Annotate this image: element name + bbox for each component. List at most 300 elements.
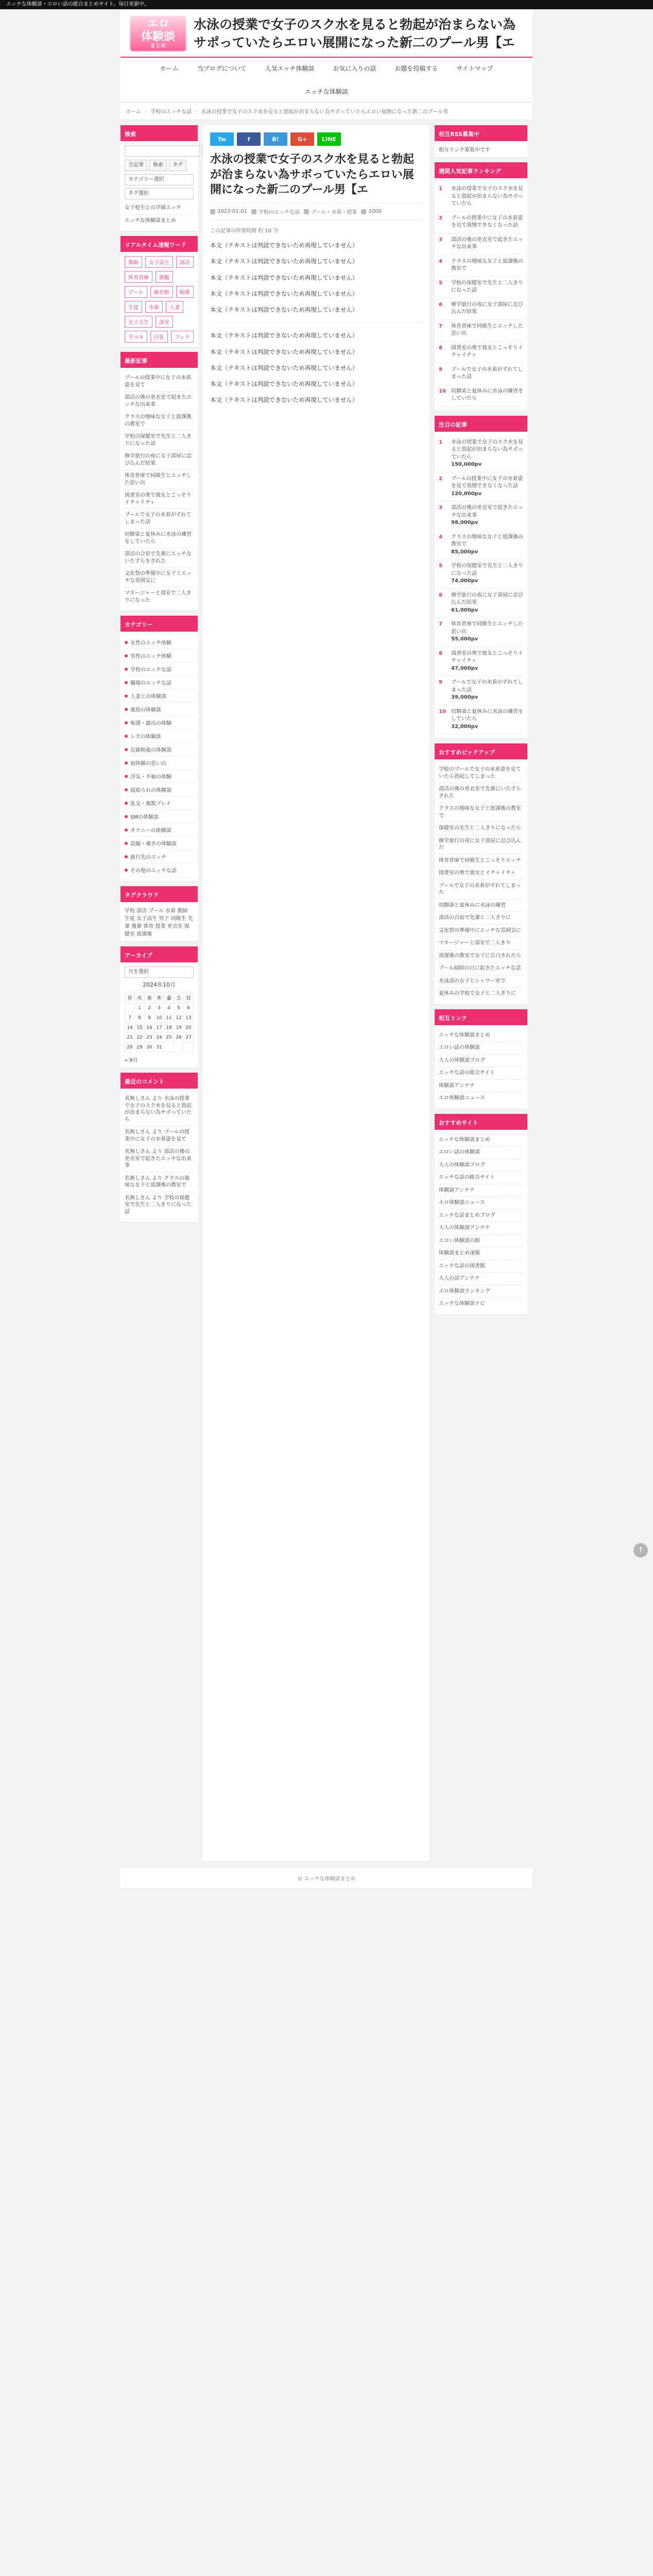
more-site-link[interactable]: エロい話の体験談 [439, 1146, 523, 1159]
nav-popular[interactable]: 人気エッチ体験談 [265, 65, 315, 72]
new-post-link[interactable]: マネージャーと部室で二人きりになった [125, 590, 192, 603]
article-body [210, 240, 422, 406]
calendar-day[interactable]: 3 [154, 1004, 164, 1013]
calendar-day[interactable]: 21 [125, 1033, 135, 1043]
new-post-link[interactable]: 幼馴染と夏休みに水泳の練習をしていたら [125, 529, 194, 548]
partner-link[interactable]: 大人の体験談ブログ [439, 1055, 523, 1067]
ranking-link: プールの授業中に女子の水着姿を見て我慢できなくなった話 [451, 215, 523, 228]
category-label: 旅行先のエッチ [130, 855, 166, 860]
category-widget [121, 616, 198, 881]
partner-link[interactable]: エッチな体験談まとめ [439, 1029, 523, 1042]
category-item[interactable] [125, 703, 194, 716]
partner-title: 相互リンク [435, 1011, 527, 1025]
category-item[interactable] [125, 730, 194, 743]
category-label: 職場のエッチな話 [130, 681, 171, 686]
calendar-day[interactable]: 10 [154, 1013, 164, 1023]
more-site-link[interactable]: エロ体験談ニュース [439, 1197, 523, 1210]
article-paragraph: 本文（テキストは判読できないため再現していません） [210, 306, 358, 314]
ranking-item[interactable] [439, 233, 523, 255]
calendar-weekday: 火 [135, 992, 145, 1004]
calendar [125, 992, 194, 1053]
main-navigation [121, 57, 532, 103]
more-site-link[interactable]: エッチな体験談ナビ [439, 1301, 485, 1307]
recommend-link[interactable]: 学校のプールで女子の水着姿を見ていたら勃起してしまった [439, 764, 523, 783]
category-item[interactable] [125, 689, 194, 703]
calendar-day[interactable] [125, 1004, 135, 1013]
bullet-icon [125, 735, 128, 738]
calendar-title: 2024年10月 [143, 981, 176, 988]
category-item[interactable] [125, 863, 194, 877]
category-label: 女性のエッチ体験 [130, 640, 171, 646]
rank-number: 4 [439, 258, 442, 264]
recommend-widget [435, 743, 527, 1004]
breadcrumb-separator-icon: › [195, 109, 198, 115]
tag-link[interactable]: 部室 [156, 316, 173, 328]
category-label: 近親相姦の体験談 [130, 748, 171, 753]
feature-link: プールで女子の水着がずれてしまった話 [451, 680, 523, 693]
tag-cloud-widget [121, 886, 198, 941]
bullet-icon [125, 788, 128, 791]
recommend-link[interactable]: 文化祭の準備中にエッチな雰囲気に [439, 925, 523, 938]
calendar-day[interactable]: 18 [164, 1023, 174, 1033]
calendar-day[interactable]: 4 [164, 1004, 174, 1013]
recommend-link[interactable]: 部活の合宿で先輩と二人きりに [439, 912, 523, 925]
more-site-link[interactable]: 体験談アンテナ [439, 1184, 523, 1197]
calendar-day[interactable]: 2 [145, 1004, 154, 1013]
calendar-day[interactable]: 12 [174, 1013, 184, 1023]
new-post-link[interactable]: 部活の合宿で先輩にエッチないたずらをされた [125, 548, 194, 568]
more-site-link[interactable]: エッチな体験談まとめ [439, 1134, 523, 1147]
category-item[interactable] [125, 636, 194, 649]
new-post-link[interactable]: 図書室の奥で彼女とこっそりイチャイチャ [125, 489, 194, 509]
more-site-link[interactable]: エロ体験談ランキング [439, 1285, 523, 1298]
article-title: 水泳の授業で女子のスク水を見ると勃起が治まらない為サボっていたらエロい展開になった新二のプール男【エ [210, 153, 415, 197]
site-logo[interactable] [130, 15, 186, 52]
bullet-icon [125, 828, 128, 832]
tag-link[interactable]: 人妻 [166, 301, 183, 313]
ranking-item[interactable] [439, 363, 523, 385]
feature-number: 3 [439, 505, 442, 511]
feature-item[interactable] [439, 676, 523, 705]
calendar-day[interactable]: 17 [154, 1023, 164, 1033]
google-share-button[interactable]: G+ [290, 132, 314, 146]
tag-link[interactable]: 制服 [156, 271, 173, 283]
tag-cloud-text: 学校 部活 プール 水着 教師 生徒 女子高生 男子 同級生 先輩 後輩 体育 授業 更衣室 保健室 放課後 [125, 908, 193, 937]
feature-item[interactable] [439, 618, 523, 647]
category-label: 男性のエッチ体験 [130, 654, 171, 659]
rank-number: 6 [439, 301, 442, 308]
feature-value: 47,000pv [451, 665, 478, 671]
category-select[interactable]: カテゴリー選択 [125, 174, 194, 185]
article-main [203, 125, 429, 1861]
scroll-top-button[interactable]: ↑ [633, 1543, 648, 1557]
category-item[interactable] [125, 850, 194, 863]
feature-number: 9 [439, 680, 442, 685]
feature-item[interactable] [439, 472, 523, 502]
calendar-day[interactable]: 23 [145, 1033, 154, 1043]
tag-link[interactable]: プール [125, 286, 147, 298]
tag-link[interactable]: 体育倉庫 [125, 271, 152, 283]
feature-item[interactable] [439, 436, 523, 472]
new-post-link[interactable]: 体育倉庫で同級生とエッチした思い出 [125, 470, 194, 489]
partner-link[interactable]: 体験談アンテナ [439, 1080, 523, 1093]
calendar-day[interactable]: 7 [125, 1013, 135, 1023]
calendar-day[interactable]: 22 [135, 1033, 145, 1043]
tags-widget [121, 236, 198, 347]
profile-widget [435, 125, 527, 157]
partner-link[interactable]: エッチな話の総合サイト [439, 1067, 523, 1080]
topbar-notice: エッチな体験談・エロい話の総合まとめサイト。毎日更新中。 [0, 0, 653, 9]
feature-item[interactable] [439, 705, 523, 735]
feature-number: 4 [439, 534, 442, 540]
category-item[interactable] [125, 649, 194, 663]
feature-value: 55,000pv [451, 636, 478, 642]
category-label: 風俗の体験談 [130, 707, 161, 713]
site-footer: © エッチな体験談まとめ [121, 1868, 532, 1888]
calendar-day[interactable]: 26 [174, 1033, 184, 1043]
article-paragraph: 本文（テキストは判読できないため再現していません） [210, 380, 358, 388]
new-posts-widget [121, 352, 198, 611]
folder-icon [251, 209, 256, 214]
search-tab-search[interactable]: 検索 [149, 160, 167, 171]
bullet-icon [125, 668, 128, 671]
nav-submit[interactable]: お題を投稿する [394, 65, 438, 72]
article-meta [210, 203, 422, 220]
feature-number: 2 [439, 476, 442, 482]
nav-stories[interactable]: エッチな体験談 [305, 88, 348, 95]
bullet-icon [125, 869, 128, 872]
feature-link: 体育倉庫で同級生とエッチした思い出 [451, 621, 523, 635]
ranking-item[interactable] [439, 182, 523, 212]
logo-line-2: 体験談 [141, 30, 175, 43]
partner-link[interactable]: エロい話の体験談 [439, 1042, 523, 1055]
more-site-link[interactable]: エッチな話の総合サイト [439, 1172, 523, 1184]
nav-favorites[interactable]: お気に入りの話 [333, 65, 376, 72]
more-site-link[interactable]: 大人の話アンテナ [439, 1273, 523, 1285]
calendar-day[interactable] [164, 1043, 174, 1053]
category-item[interactable] [125, 756, 194, 770]
tag-cloud-title: タグクラウド [121, 888, 198, 902]
search-tab-tag[interactable]: タグ [169, 160, 186, 171]
right-sidebar [435, 125, 527, 1314]
calendar-weekday: 日 [184, 992, 194, 1004]
calendar-day[interactable]: 31 [154, 1043, 164, 1053]
category-label: 浮気・不倫の体験 [130, 774, 171, 780]
calendar-weekday: 木 [154, 992, 164, 1004]
feature-value: 150,000pv [451, 462, 482, 467]
calendar-day[interactable]: 14 [125, 1023, 135, 1033]
rank-number: 3 [439, 236, 442, 243]
feature-number: 10 [439, 708, 446, 715]
ranking-link: 修学旅行の夜に女子部屋に忍び込んだ結果 [451, 301, 523, 315]
new-post-link[interactable]: 修学旅行の夜に女子部屋に忍び込んだ結果 [125, 450, 194, 470]
ranking-item[interactable] [439, 342, 523, 363]
recommend-link[interactable]: 夏休みの学校で女子と二人きりに [439, 991, 516, 996]
new-post-link[interactable]: プールで女子の水着がずれてしまった話 [125, 509, 194, 529]
line-share-button[interactable]: LINE [317, 132, 341, 146]
feature-title: 注目の記事 [435, 417, 527, 432]
bullet-icon [125, 802, 128, 805]
recommend-link[interactable]: 水泳部の女子とシャワー室で [439, 975, 523, 988]
tag-link[interactable]: 女子高生 [145, 256, 173, 268]
bullet-icon [125, 641, 128, 644]
bullet-icon [125, 721, 128, 724]
rank-number: 1 [439, 186, 442, 192]
category-item[interactable] [125, 837, 194, 850]
category-label: SMの体験談 [130, 815, 159, 820]
category-label: 初体験の思い出 [130, 761, 166, 767]
recommend-link[interactable]: 保健室の先生と二人きりになったら [439, 822, 523, 835]
comment-link[interactable]: 名無しさん より クラスの地味な女子と放課後の教室で [125, 1173, 194, 1192]
article-views: 1000 [361, 208, 381, 215]
ranking-item[interactable] [439, 298, 523, 320]
ranking-widget [435, 162, 527, 411]
ranking-link: 体育倉庫で同級生とエッチした思い出 [451, 323, 523, 336]
comment-link[interactable]: 名無しさん より 水泳の授業で女子のスク水を見ると勃起が治まらない為サボっていたら [125, 1093, 194, 1126]
tag-link[interactable]: 生徒 [125, 301, 142, 313]
article-category[interactable]: 学校のエッチな話 [251, 208, 300, 215]
category-label: オナニーの体験談 [130, 828, 171, 834]
feature-value: 32,000pv [451, 723, 478, 730]
recommend-link[interactable]: 部活の後の更衣室で先輩にいたずらされた [439, 783, 523, 803]
category-label: レズの体験談 [130, 734, 161, 740]
more-site-link[interactable]: エッチな話まとめブログ [439, 1210, 523, 1223]
calendar-day[interactable]: 27 [184, 1033, 194, 1043]
category-item[interactable] [125, 676, 194, 689]
calendar-day[interactable]: 20 [184, 1023, 194, 1033]
facebook-share-button[interactable]: f [237, 132, 261, 146]
nav-home[interactable]: ホーム [160, 65, 179, 72]
article-date: 2022-01-01 [210, 208, 247, 215]
search-widget [121, 125, 198, 231]
calendar-prev-link[interactable]: « 9月 [125, 1058, 138, 1063]
rank-number: 10 [439, 388, 446, 394]
feature-link: 部活の後の更衣室で起きたエッチな出来事 [451, 505, 523, 518]
bullet-icon [125, 815, 128, 818]
calendar-day[interactable]: 13 [184, 1013, 194, 1023]
feature-item[interactable] [439, 531, 523, 560]
calendar-day[interactable]: 30 [145, 1043, 154, 1053]
article-continued-space [210, 411, 422, 1854]
partner-link[interactable]: エロ体験談ニュース [439, 1095, 485, 1101]
more-site-link[interactable]: 大人の体験談ブログ [439, 1159, 523, 1172]
feature-link: 幼馴染と夏休みに水泳の練習をしていたら [451, 708, 523, 722]
category-item[interactable] [125, 796, 194, 810]
feature-link: プールの授業中に女子の水着姿を見て我慢できなくなった話 [451, 476, 523, 489]
category-label: 人妻との体験談 [130, 694, 166, 700]
nav-about[interactable]: 当ブログについて [197, 65, 247, 72]
recommend-title: おすすめピックアップ [435, 745, 527, 759]
feature-value: 74,000pv [451, 578, 478, 584]
ranking-item[interactable] [439, 277, 523, 298]
category-item[interactable] [125, 663, 194, 676]
recommend-link[interactable]: 図書室の奥で彼女とイチャイチャ [439, 867, 523, 880]
feature-item[interactable] [439, 501, 523, 531]
calendar-day[interactable] [174, 1043, 184, 1053]
calendar-day[interactable]: 25 [164, 1033, 174, 1043]
ranking-link: 水泳の授業で女子のスク水を見ると勃起が治まらない為サボっていたら [451, 186, 523, 207]
feature-item[interactable] [439, 560, 523, 589]
ranking-item[interactable] [439, 255, 523, 277]
comment-link[interactable]: 名無しさん より 部活の後の更衣室で起きたエッチな出来事 [125, 1146, 194, 1173]
eye-icon [361, 209, 366, 214]
nav-sitemap[interactable]: サイトマップ [456, 65, 493, 72]
category-label: 乱交・複数プレイ [130, 801, 171, 807]
recommend-link[interactable]: 体育倉庫で同級生とこっそりエッチ [439, 855, 523, 868]
feature-item[interactable] [439, 589, 523, 618]
ranking-link: 学校の保健室で先生と二人きりになった話 [451, 280, 523, 293]
recommend-link[interactable]: プール掃除の日に起きたエッチな話 [439, 962, 523, 975]
recommend-link[interactable]: 修学旅行の夜に女子部屋に忍び込んだ [439, 835, 523, 855]
tag-link[interactable]: 痴漢 [176, 286, 194, 298]
breadcrumb-home[interactable]: ホーム [126, 109, 141, 115]
search-link[interactable]: 女子校生との学園エッチ [125, 202, 194, 215]
breadcrumb-category[interactable]: 学校のエッチな話 [150, 109, 192, 115]
feature-link: クラスの地味な女子と放課後の教室で [451, 534, 523, 547]
calendar-day[interactable] [184, 1043, 194, 1053]
ranking-link: 幼馴染と夏休みに水泳の練習をしていたら [451, 388, 523, 401]
new-post-link[interactable]: プールの授業中に女子の水着姿を見て [125, 372, 194, 392]
ranking-link: 図書室の奥で彼女とこっそりイチャイチャ [451, 345, 523, 358]
profile-title: 相互RSS募集中 [435, 127, 527, 141]
calendar-day[interactable]: 19 [174, 1023, 184, 1033]
recommend-link[interactable]: 放課後の教室で女子に告白されたら [439, 950, 523, 963]
category-item[interactable] [125, 743, 194, 756]
category-item[interactable] [125, 783, 194, 796]
ranking-link: 部活の後の更衣室で起きたエッチな出来事 [451, 236, 523, 250]
tags-widget-title: リアルタイム速報ワード [121, 238, 198, 252]
partner-widget [435, 1009, 527, 1109]
new-post-link[interactable]: クラスの地味な女子と放課後の教室で [125, 411, 194, 431]
breadcrumb-current: 水泳の授業で女子のスク水を見ると勃起が治まらない為サポっていたらエロい展開になった新二のプール男 [201, 109, 448, 115]
feature-value: 98,000pv [451, 520, 478, 526]
ranking-item[interactable] [439, 320, 523, 342]
comment-link[interactable]: 名無しさん より 学校の保健室で先生と二人きりになった話 [125, 1195, 192, 1215]
search-links [125, 202, 194, 227]
category-label: 寝取られの体験談 [130, 788, 171, 793]
article-tags[interactable]: プール・水着・授業 [304, 208, 357, 215]
new-post-link[interactable]: 部活の後の更衣室で起きたエッチな出来事 [125, 392, 194, 411]
archive-widget [121, 946, 198, 1067]
recommend-link[interactable]: マネージャーと部室で二人きり [439, 937, 523, 950]
feature-item[interactable] [439, 647, 523, 676]
more-site-link[interactable]: エッチな話の図書館 [439, 1260, 523, 1273]
ranking-item[interactable] [439, 385, 523, 406]
calendar-day[interactable]: 29 [135, 1043, 145, 1053]
archive-select[interactable]: 月を選択 [125, 967, 194, 978]
article-paragraph: 本文（テキストは判読できないため再現していません） [210, 348, 358, 355]
ranking-link: クラスの地味な女子と放課後の教室で [451, 258, 523, 272]
profile-link[interactable]: 相互リンク募集中です [439, 147, 490, 153]
ranking-link: プールで女子の水着がずれてしまった話 [451, 366, 523, 380]
bullet-icon [125, 681, 128, 684]
more-sites-title: おすすめサイト [435, 1115, 527, 1130]
category-label: 痴漢・露出の体験 [130, 721, 171, 726]
article-paragraph: 本文（テキストは判読できないため再現していません） [210, 274, 358, 281]
new-post-link[interactable]: 文化祭の準備中に女子とエッチな雰囲気に [125, 568, 194, 587]
calendar-day[interactable]: 1 [135, 1004, 145, 1013]
calendar-day[interactable]: 15 [135, 1023, 145, 1033]
category-label: その他のエッチな話 [130, 868, 177, 874]
calendar-day[interactable]: 16 [145, 1023, 154, 1033]
hatena-share-button[interactable]: B! [264, 132, 287, 146]
logo-line-1: エロ [146, 18, 169, 31]
calendar-day[interactable]: 24 [154, 1033, 164, 1043]
new-post-link[interactable]: 学校の保健室で先生と二人きりになった話 [125, 431, 194, 450]
tag-link[interactable]: 水着 [145, 301, 163, 313]
more-site-link[interactable]: 大人の体験談アンテナ [439, 1222, 523, 1235]
search-tab-all[interactable]: 全記事 [125, 160, 147, 171]
bullet-icon [125, 748, 128, 751]
category-title: カテゴリー [121, 617, 198, 632]
rank-number: 8 [439, 345, 442, 351]
rank-number: 9 [439, 366, 442, 372]
calendar-weekday: 金 [164, 992, 174, 1004]
tag-link[interactable]: 女子大生 [125, 316, 152, 328]
search-link[interactable]: エッチな体験談まとめ [125, 217, 176, 224]
category-item[interactable] [125, 716, 194, 730]
feature-link: 学校の保健室で先生と二人きりになった話 [451, 563, 523, 577]
latest-comments-title: 最近のコメント [121, 1074, 198, 1089]
new-posts-title: 最新記事 [121, 353, 198, 368]
tag-link[interactable]: 教師 [125, 256, 142, 268]
archive-title: アーカイブ [121, 948, 198, 962]
calendar-weekday: 土 [174, 992, 184, 1004]
article-paragraph: 本文（テキストは判読できないため再現していません） [210, 396, 358, 404]
article-paragraph: 本文（テキストは判読できないため再現していません） [210, 332, 358, 340]
article-paragraph: 本文（テキストは判読できないため再現していません） [210, 364, 358, 371]
search-input[interactable] [125, 145, 200, 157]
feature-link: 水泳の授業で女子のスク水を見ると勃起が治まらない為サボっていたら [451, 439, 523, 460]
feature-value: 85,000pv [451, 549, 478, 555]
calendar-day[interactable]: 6 [184, 1004, 194, 1013]
tag-link[interactable]: 手コキ [125, 331, 147, 343]
tag-select[interactable]: タグ選択 [125, 188, 194, 199]
twitter-share-button[interactable]: Tw [210, 132, 234, 146]
recommend-link[interactable]: プールで女子の水着がずれてしまった [439, 880, 523, 900]
tag-link[interactable]: フェラ [171, 331, 194, 343]
calendar-weekday: 月 [125, 992, 135, 1004]
comment-link[interactable]: 名無しさん より プールの授業中に女子の水着姿を見て [125, 1126, 194, 1146]
bullet-icon [125, 855, 128, 858]
bullet-icon [125, 761, 128, 765]
calendar-day[interactable]: 5 [174, 1004, 184, 1013]
feature-value: 39,000pv [451, 694, 478, 700]
more-site-link[interactable]: 体験談まとめ速報 [439, 1247, 523, 1260]
calendar-day[interactable]: 28 [125, 1043, 135, 1053]
bullet-icon [125, 708, 128, 711]
recommend-link[interactable]: 幼馴染と夏休みに水泳の練習 [439, 900, 523, 912]
category-item[interactable] [125, 823, 194, 837]
tag-link[interactable]: 巨乳 [150, 331, 168, 343]
category-item[interactable] [125, 770, 194, 783]
ranking-item[interactable] [439, 212, 523, 233]
category-item[interactable] [125, 810, 194, 823]
article-paragraph: 本文（テキストは判読できないため再現していません） [210, 242, 358, 249]
tag-link[interactable]: 部活 [176, 256, 194, 268]
feature-number: 7 [439, 621, 442, 627]
site-header [121, 9, 532, 57]
calendar-day[interactable]: 11 [164, 1013, 174, 1023]
breadcrumb [121, 103, 532, 120]
calendar-day[interactable]: 9 [145, 1013, 154, 1023]
more-site-link[interactable]: エロい体験談の館 [439, 1235, 523, 1248]
calendar-day[interactable]: 8 [135, 1013, 145, 1023]
tag-link[interactable]: 体育館 [150, 286, 173, 298]
more-sites-widget [435, 1114, 527, 1314]
calendar-icon [210, 209, 215, 214]
recommend-link[interactable]: クラスの地味な女子と放課後の教室で [439, 803, 523, 822]
